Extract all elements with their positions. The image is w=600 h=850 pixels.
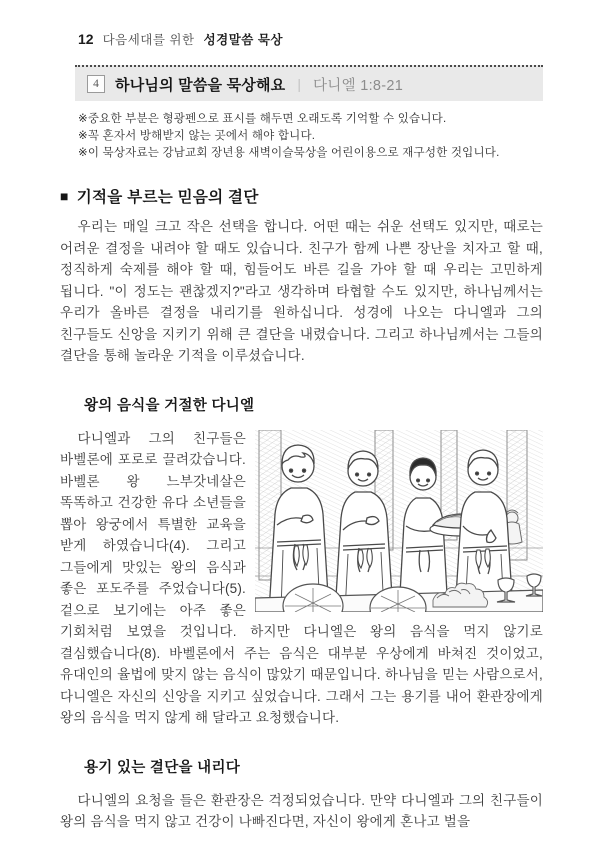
illustrated-paragraph-block	[60, 428, 543, 729]
booklet-title: 성경말씀 묵상	[203, 33, 284, 47]
note-line: ※꼭 혼자서 방해받지 않는 곳에서 해야 합니다.	[78, 130, 316, 142]
page-number: 12	[78, 31, 94, 47]
instruction-notes	[60, 101, 543, 162]
note-line: ※이 묵상자료는 강남교회 장년용 새벽이슬묵상을 어린이용으로 재구성한 것입니다.	[78, 147, 500, 159]
title-divider: |	[297, 76, 301, 92]
subsection-heading-2: 용기 있는 결단을 내리다	[84, 759, 241, 776]
subsection1-paragraph: 다니엘과 그의 친구들은 바벨론에 포로로 끌려갔습니다. 바벨론 왕 느부갓네살은 똑똑하고 건강한 유다 소년들을 뽑아 왕궁에서 특별한 교육을 받게 하였습니다(4). 그리고 그들에게 맛있는 왕의 음식과 좋은 포도주를 주었습니다(5). 겉으로 보기에는 아주 좋은 기회처럼 보였을 것입니다. 하지만 다니엘은 왕의 음식을 먹지 않기로 결심했습니다(8). 바벨론에서 주는 음식은 대부분 우상에게 바쳐진 것이었고, 유대인의 율법에 맞지 않는 음식이 많았기 때문입니다. 하나님을 믿는 사람으로서, 다니엘은 자신의 신앙을 지키고 싶었습니다. 그래서 그는 용기를 내어 환관장에게 왕의 음식을 먹지 않게 해 달라고 요청했습니다.	[60, 430, 543, 725]
lesson-number-box: 4	[87, 75, 105, 93]
scripture-reference: 다니엘 1:8-21	[312, 77, 404, 94]
subsection-heading-1: 왕의 음식을 거절한 다니엘	[84, 397, 255, 414]
note-line: ※중요한 부분은 형광펜으로 표시를 해두면 오래도록 기억할 수 있습니다.	[78, 113, 447, 125]
booklet-subtitle: 다음세대를 위한	[102, 33, 195, 47]
daniel-friends-illustration	[255, 430, 543, 612]
section-heading-text: 기적을 부르는 믿음의 결단	[76, 189, 259, 206]
square-bullet-icon: ■	[60, 188, 69, 204]
running-head	[60, 0, 543, 48]
intro-paragraph: 우리는 매일 크고 작은 선택을 합니다. 어떤 때는 쉬운 선택도 있지만, 때로는 어려운 결정을 내려야 할 때도 있습니다. 친구가 함께 나쁜 장난을 치자고 할 때, 정직하게 숙제를 해야 할 때, 힘들어도 바른 길을 가야 할 때 우리는 고민하게 됩니다. "이 정도는 괜찮겠지?"라고 생각하며 타협할 수도 있지만, 하나님께서는 우리가 올바른 결정을 내리기를 원하십니다. 성경에 나오는 다니엘과 그의 친구들도 신앙을 지키기 위해 큰 결단을 내렸습니다. 그리고 하나님께서는 그들의 결단을 통해 놀라운 기적을 이루셨습니다.	[60, 219, 543, 363]
subsection2-paragraph: 다니엘의 요청을 들은 환관장은 걱정되었습니다. 만약 다니엘과 그의 친구들이 왕의 음식을 먹지 않고 건강이 나빠진다면, 자신이 왕에게 혼나고 벌을	[60, 792, 543, 829]
lesson-title: 하나님의 말씀을 묵상해요	[115, 76, 286, 94]
section-heading	[60, 185, 543, 207]
lesson-title-bar	[75, 65, 543, 101]
